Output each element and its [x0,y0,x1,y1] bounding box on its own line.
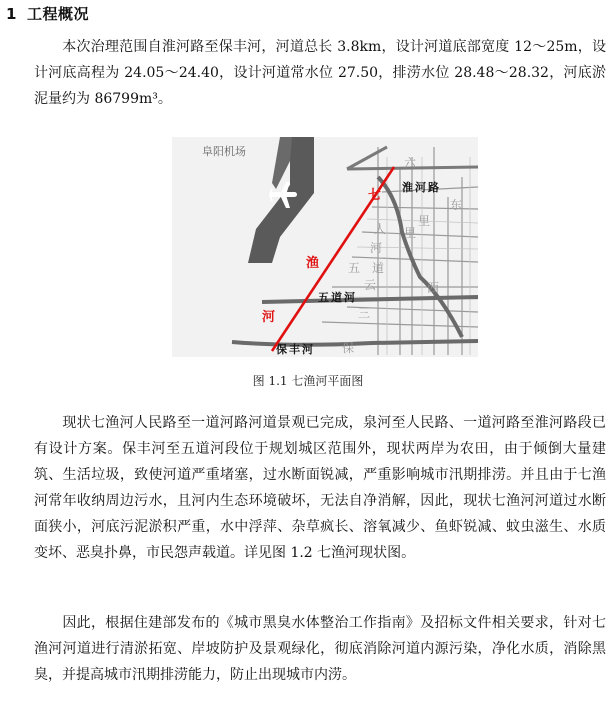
airport-shape [248,137,314,263]
svg-text:三: 三 [358,306,371,320]
section-heading [6,3,89,24]
paragraph-status [34,410,606,566]
wudao-river-label: 五道河 [318,291,357,304]
river-plan-map [172,137,478,357]
paragraph-scope-text: 本次治理范围自淮河路至保丰河，河道总长 3.8km，设计河道底部宽度 12～25m，设计河底高程为 24.05～24.40，设计河道常水位 27.50，排涝水位 28.48～28.32，河底淤泥量约为 86799m³。 [34,39,606,107]
svg-text:里: 里 [418,214,431,228]
svg-text:云: 云 [364,278,377,292]
svg-text:河: 河 [262,310,276,325]
svg-text:道: 道 [372,261,385,275]
baofeng-river-line [232,341,478,345]
svg-text:七: 七 [368,188,382,203]
section-title: 工程概况 [26,5,89,23]
paragraph-measures-text: 因此，根据住建部发布的《城市黑臭水体整治工作指南》及招标文件相关要求，针对七渔河河道进行清淤拓宽、岸坡防护及景观绿化，彻底消除河道内源污染，净化水质，消除黑臭，并提高城市汛期排涝能力，防止出现城市内涝。 [34,615,606,683]
svg-text:保: 保 [342,341,355,355]
svg-text:东: 东 [450,198,463,212]
wudao-river-line [262,297,478,302]
section-number: 1 [6,5,17,23]
svg-text:渔: 渔 [306,256,320,271]
figure-caption: 图 1.1 七渔河平面图 [252,374,364,388]
paragraph-status-text: 现状七渔河人民路至一道河路河道景观已完成，泉河至人民路、一道河路至淮河路段已有设计方案。保丰河至五道河段位于规划城区范围外，现状两岸为农田，由于倾倒大量建筑、生活垃圾，致使河道严重堵塞，过水断面锐减，严重影响城市汛期排涝。并且由于七渔河常年收纳周边污水，且河内生态环境破坏，无法自净消解，因此，现状七渔河河道过水断面狭小，河底污泥淤积严重，水中浮萍、杂草疯长、溶氧减少、鱼虾锐减、蚊虫滋生、水质变坏、恶臭扑鼻，市民怨声载道。详见图 1.2 七渔河现状图。 [34,415,606,561]
paragraph-measures [34,610,606,688]
map-svg [172,137,478,357]
huaihe-road-label: 淮河路 [402,181,441,194]
svg-text:五: 五 [348,261,361,275]
baofeng-river-label: 保丰河 [276,343,315,356]
svg-text:西: 西 [427,281,440,295]
svg-text:里: 里 [404,226,417,240]
airport-label: 阜阳机场 [202,145,246,158]
svg-text:河: 河 [370,241,383,255]
paragraph-scope [34,34,606,112]
svg-text:六: 六 [404,156,417,170]
svg-text:人: 人 [374,222,387,236]
